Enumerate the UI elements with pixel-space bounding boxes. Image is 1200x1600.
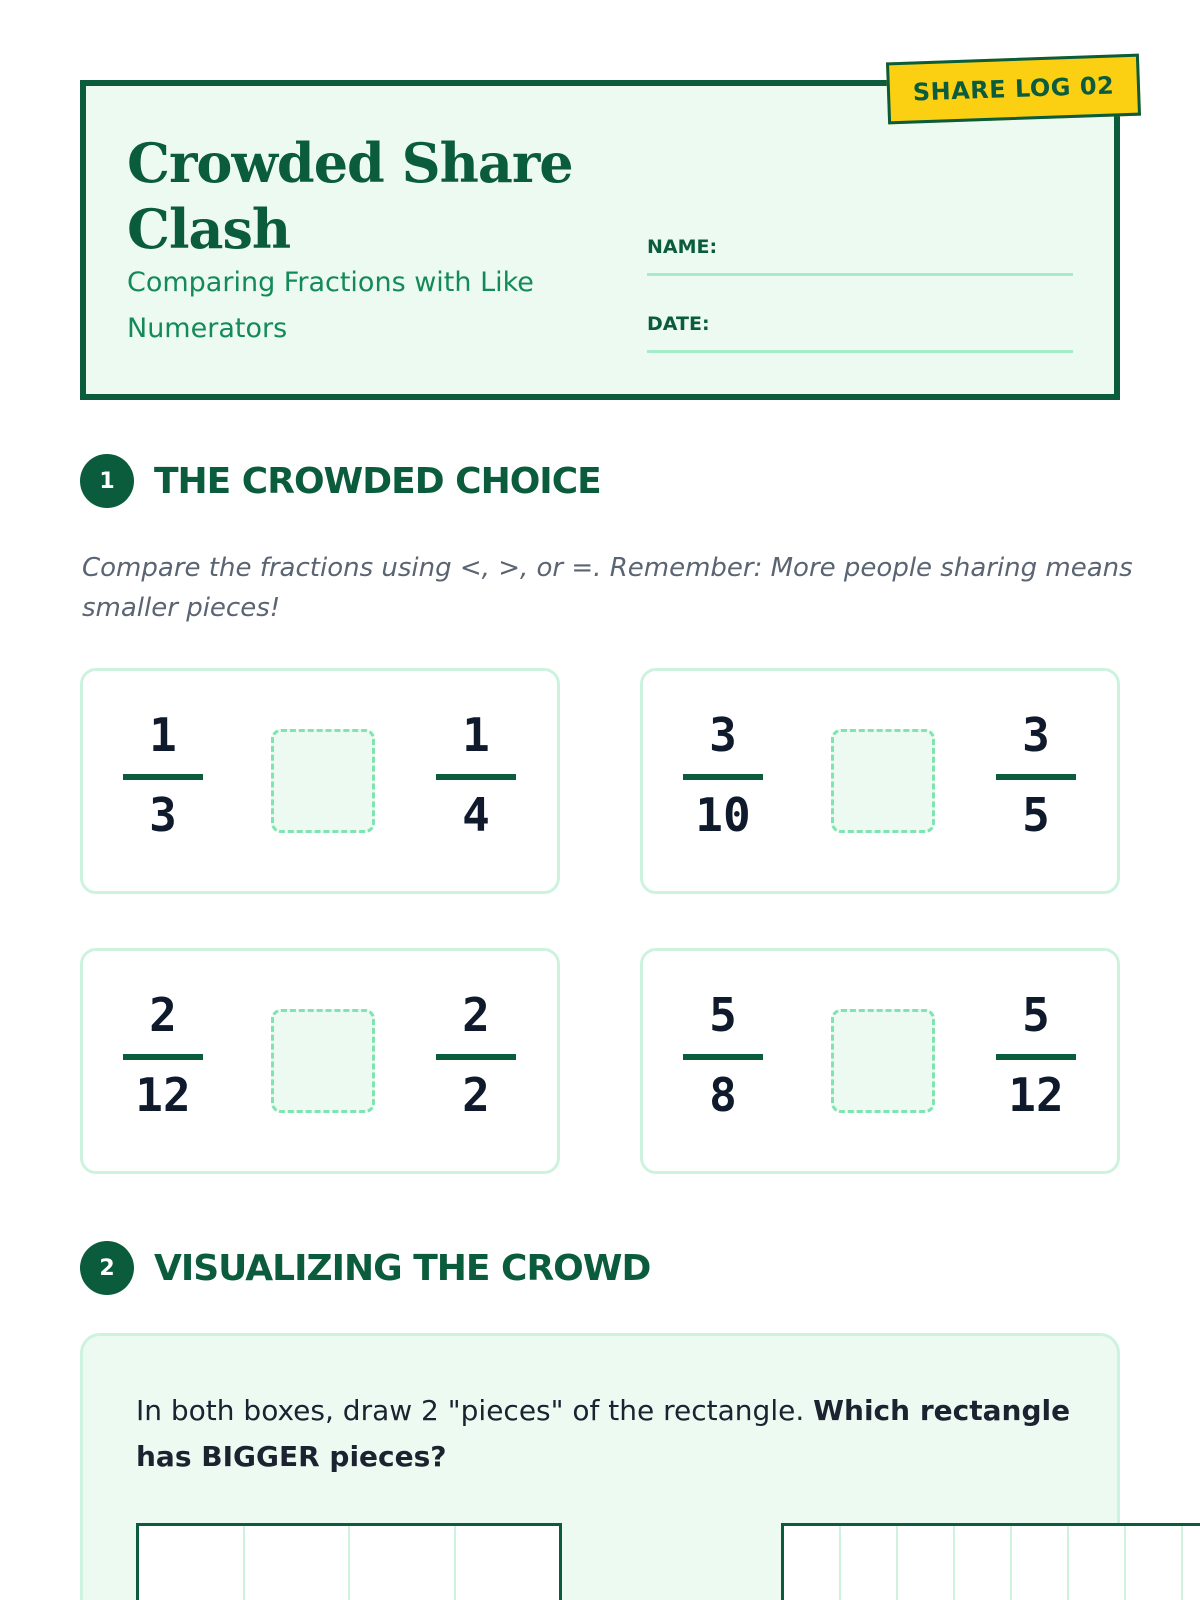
comparison-problem-4: [640, 948, 1120, 1174]
fraction-bar: [996, 1054, 1076, 1060]
section-2-instruction: [136, 1388, 1096, 1480]
answer-box[interactable]: [271, 729, 375, 833]
section-title: THE CROWDED CHOICE: [154, 460, 601, 502]
comparison-problem-2: [640, 668, 1120, 894]
denominator: 10: [695, 788, 751, 842]
right-fraction: [436, 671, 516, 891]
left-fraction: [123, 951, 203, 1171]
denominator: 4: [462, 788, 490, 842]
drawing-rectangle-b[interactable]: [781, 1523, 1200, 1600]
fraction-bar: [683, 774, 763, 780]
name-label: NAME:: [647, 236, 718, 258]
answer-box[interactable]: [831, 1009, 935, 1113]
fraction-bar: [436, 774, 516, 780]
rectangle-part: [841, 1526, 898, 1600]
section-2-heading: [80, 1240, 650, 1296]
answer-box[interactable]: [831, 729, 935, 833]
date-field[interactable]: [647, 313, 1073, 353]
worksheet-title: Crowded Share Clash: [127, 131, 573, 261]
numerator: 3: [709, 708, 737, 762]
left-fraction: [123, 671, 203, 891]
rectangle-part: [1183, 1526, 1200, 1600]
numerator: 3: [1022, 708, 1050, 762]
left-fraction: [683, 951, 763, 1171]
right-fraction: [996, 671, 1076, 891]
rectangle-part: [1126, 1526, 1183, 1600]
rectangle-part: [1069, 1526, 1126, 1600]
comparison-problem-3: [80, 948, 560, 1174]
comparison-problem-1: [80, 668, 560, 894]
numerator: 1: [462, 708, 490, 762]
rectangle-part: [898, 1526, 955, 1600]
rectangle-part: [245, 1526, 351, 1600]
instruction-bold-question: Which rectangle has BIGGER pieces?: [136, 1394, 1071, 1473]
rectangle-part: [1012, 1526, 1069, 1600]
rectangle-part: [456, 1526, 560, 1600]
rectangle-part: [955, 1526, 1012, 1600]
denominator: 2: [462, 1068, 490, 1122]
right-fraction: [436, 951, 516, 1171]
denominator: 5: [1022, 788, 1050, 842]
rectangle-part: [784, 1526, 841, 1600]
section-title: VISUALIZING THE CROWD: [154, 1247, 651, 1289]
worksheet-subtitle: Comparing Fractions with Like Numerators: [127, 267, 534, 344]
fraction-bar: [683, 1054, 763, 1060]
denominator: 3: [149, 788, 177, 842]
fraction-bar: [996, 774, 1076, 780]
numerator: 2: [462, 988, 490, 1042]
fraction-bar: [436, 1054, 516, 1060]
fraction-bar: [123, 774, 203, 780]
answer-box[interactable]: [271, 1009, 375, 1113]
instruction-plain-text: In both boxes, draw 2 "pieces" of the rectangle.: [136, 1394, 805, 1427]
numerator: 2: [149, 988, 177, 1042]
numerator: 5: [709, 988, 737, 1042]
name-field[interactable]: [647, 236, 1073, 276]
right-fraction: [996, 951, 1076, 1171]
rectangle-part: [139, 1526, 245, 1600]
drawing-rectangle-a[interactable]: [136, 1523, 562, 1600]
denominator: 8: [709, 1068, 737, 1122]
fraction-bar: [123, 1054, 203, 1060]
share-log-tag: SHARE LOG 02: [886, 54, 1141, 125]
section-number-badge: 2: [80, 1241, 134, 1295]
left-fraction: [683, 671, 763, 891]
section-1-heading: [80, 453, 601, 509]
denominator: 12: [1008, 1068, 1064, 1122]
rectangle-part: [350, 1526, 456, 1600]
section-number-badge: 1: [80, 454, 134, 508]
numerator: 1: [149, 708, 177, 762]
section-1-instruction: Compare the fractions using <, >, or =. Remember: More people sharing means smaller pieces!: [82, 553, 1133, 623]
denominator: 12: [135, 1068, 191, 1122]
date-label: DATE:: [647, 313, 710, 335]
numerator: 5: [1022, 988, 1050, 1042]
